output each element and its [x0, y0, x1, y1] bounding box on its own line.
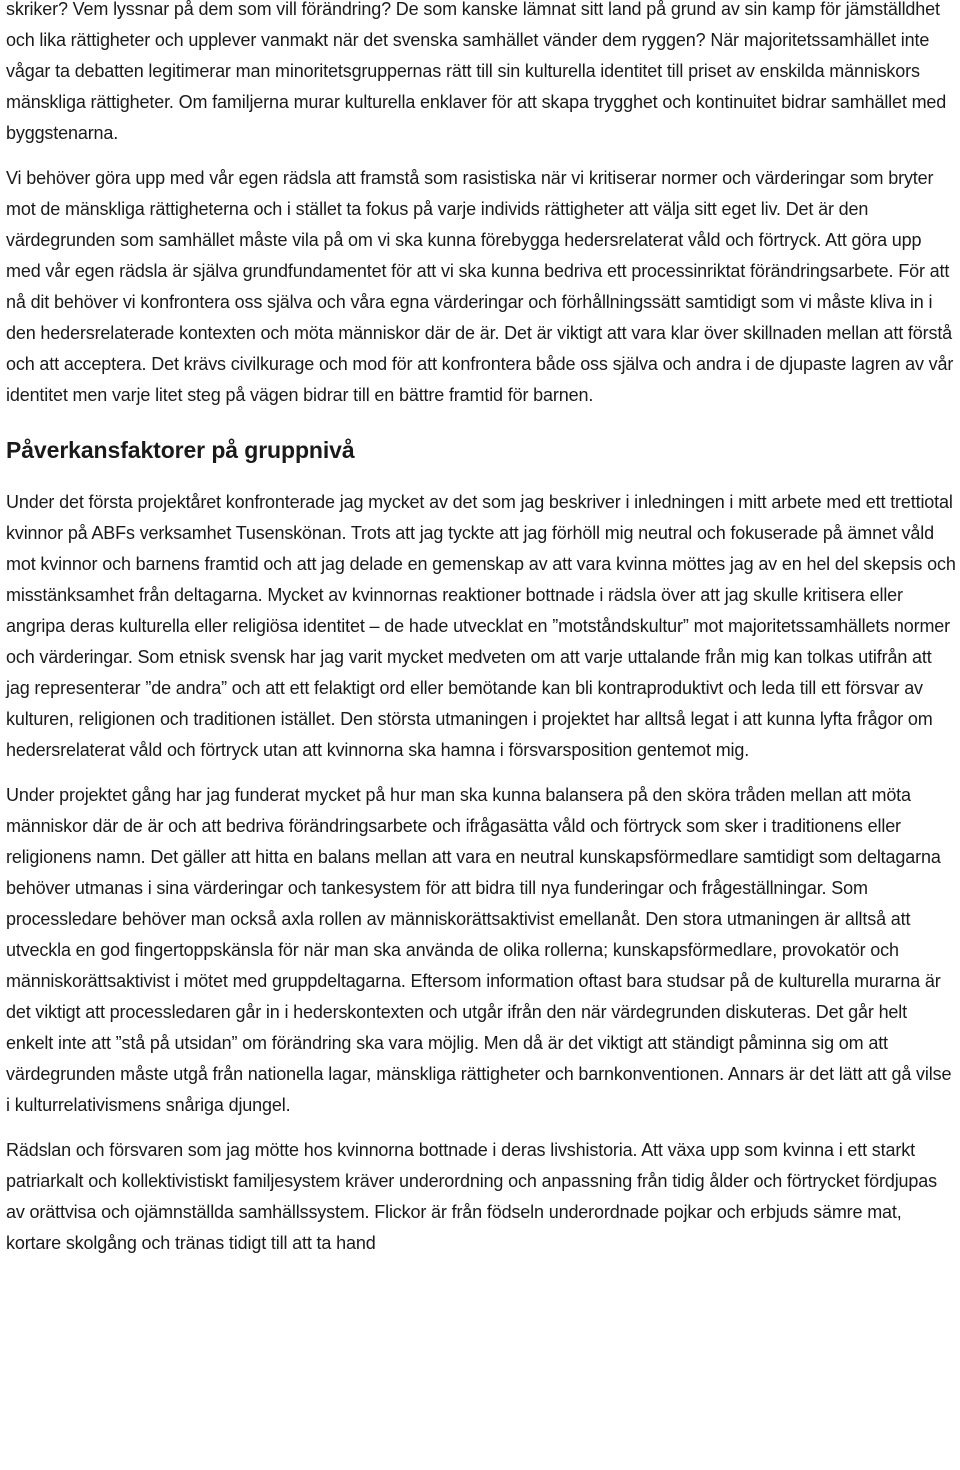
- paragraph-gap: [6, 1121, 956, 1135]
- paragraph-gap: [6, 766, 956, 780]
- paragraph-fear: Rädslan och försvaren som jag mötte hos kvinnorna bottnade i deras livshistoria. Att växa upp som kvinna i ett starkt patriarkalt och kollektivistiskt familjesystem kräver underordning och anpassning från tidig ålder och förtrycket fördjupas av orättvisa och ojämnställda samhällssystem. Flickor är från födseln underordnade pojkar och erbjuds sämre mat, kortare skolgång och tränas tidigt till att ta hand: [6, 1140, 937, 1253]
- paragraph-balance: Under projektet gång har jag funderat mycket på hur man ska kunna balansera på den sköra tråden mellan att möta människor där de är och att bedriva förändringsarbete och ifrågasätta våld och förtryck som sker i traditionens eller religionens namn. Det gäller att hitta en balans mellan att vara en neutral kunskapsförmedlare samtidigt som deltagarna behöver utmanas i sina värderingar och tankesystem för att bidra till nya funderingar och frågeställningar. Som processledare behöver man också axla rollen av människorättsaktivist emellanåt. Den stora utmaningen är alltså att utveckla en god fingertoppskänsla för när man ska använda de olika rollerna; kunskapsförmedlare, provokatör och människorättsaktivist i mötet med gruppdeltagarna. Eftersom information oftast bara studsar på de kulturella murarna är det viktigt att processledaren går in i hederskontexten och utgår ifrån den när värdegrunden diskuteras. Det går helt enkelt inte att ”stå på utsidan” om förändring ska vara möjlig. Men då är det viktigt att ständigt påminna sig om att värdegrunden måste utgå från nationella lagar, mänskliga rättigheter och barnkonventionen. Annars är det lätt att gå vilse i kulturrelativismens snåriga djungel.: [6, 785, 952, 1115]
- paragraph-intro: skriker? Vem lyssnar på dem som vill förändring? De som kanske lämnat sitt land på grund av sin kamp för jämställdhet och lika rättigheter och upplever vanmakt när det svenska samhället vänder dem ryggen? När majoritetssamhället inte vågar ta debatten legitimerar man minoritetsgruppernas rätt till sin kulturella identitet till priset av enskilda människors mänskliga rättigheter. Om familjerna murar kulturella enklaver för att skapa trygghet och kontinuitet bidrar samhället med byggstenarna.: [6, 0, 947, 143]
- paragraph-first-year: Under det första projektåret konfronterade jag mycket av det som jag beskriver i inledningen i mitt arbete med ett trettiotal kvinnor på ABFs verksamhet Tusenskönan. Trots att jag tyckte att jag förhöll mig neutral och fokuserade på ämnet våld mot kvinnor och barnens framtid och att jag delade en gemenskap av att vara kvinna möttes jag av en hel del skepsis och misstänksamhet från deltagarna. Mycket av kvinnornas reaktioner bottnade i rädsla över att jag skulle kritisera eller angripa deras kulturella eller religiösa identitet – de hade utvecklat en ”motståndskultur” mot majoritetssamhällets normer och värderingar. Som etnisk svensk har jag varit mycket medveten om att varje uttalande från mig kan tolkas utifrån att jag representerar ”de andra” och att ett felaktigt ord eller bemötande kan bli kontraproduktivt och leda till ett försvar av kulturen, religionen och traditionen istället. Den största utmaningen i projektet har alltså legat i att kunna lyfta frågor om hedersrelaterat våld och förtryck utan att kvinnorna ska hamna i försvarsposition gentemot mig.: [6, 492, 956, 760]
- paragraph-gap: [6, 149, 956, 163]
- paragraph-values: Vi behöver göra upp med vår egen rädsla att framstå som rasistiska när vi kritiserar normer och värderingar som bryter mot de mänskliga rättigheterna och i stället ta fokus på varje individs rättigheter att välja sitt eget liv. Det är den värdegrunden som samhället måste vila på om vi ska kunna förebygga hedersrelaterat våld och förtryck. Att göra upp med vår egen rädsla är själva grundfundamentet för att vi ska kunna bedriva ett processinriktat förändringsarbete. För att nå dit behöver vi konfrontera oss själva och våra egna värderingar och förhållningssätt samtidigt som vi måste kliva in i den hedersrelaterade kontexten och möta människor där de är. Det är viktigt att vara klar över skillnaden mellan att förstå och att acceptera. Det krävs civilkurage och mod för att konfrontera både oss själva och andra i de djupaste lagren av vår identitet men varje litet steg på vägen bidrar till en bättre framtid för barnen.: [6, 168, 954, 405]
- section-heading: Påverkansfaktorer på gruppnivå: [6, 437, 355, 463]
